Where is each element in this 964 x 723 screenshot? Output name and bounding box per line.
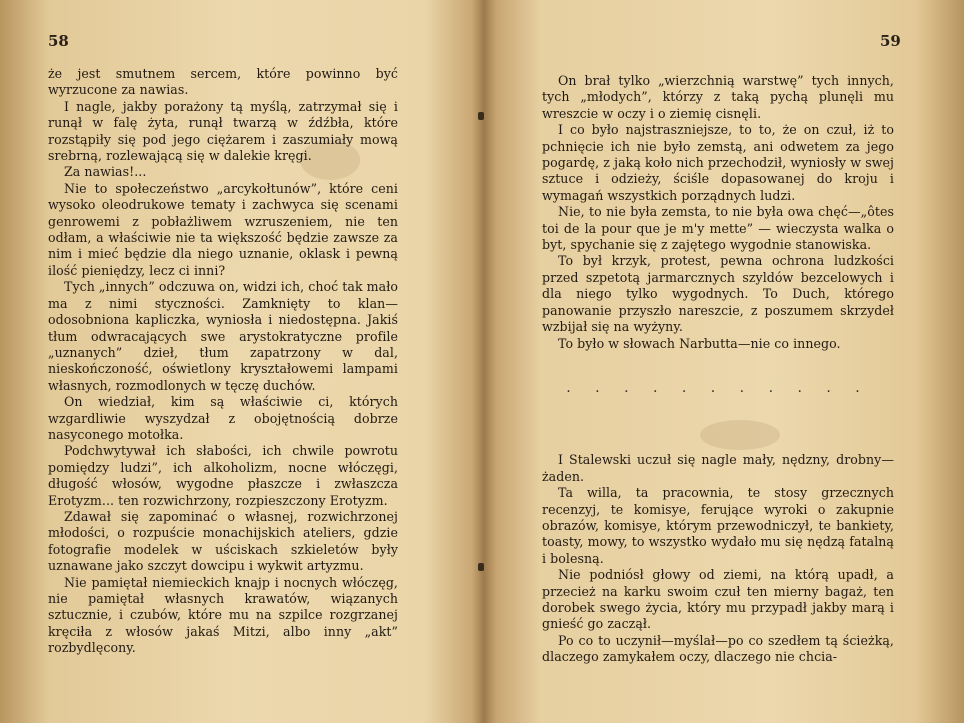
- page-number: 59: [880, 32, 901, 50]
- page-body: [48, 66, 398, 657]
- margin-mark: [478, 112, 484, 120]
- paragraph: Nie pamiętał niemieckich knajp i nocnych włóczęg, nie pamiętał własnych krawatów, wiązanych sztucznie, i czubów, które mu na szpilce rozgrzanej kręciła z włosów jakaś Mitzi, albo inny „akt” rozbydlęcony.: [48, 574, 398, 656]
- paragraph: I co było najstraszniejsze, to to, że on czuł, iż to pchnięcie ich nie było zemstą, ani odwetem za jego pogardę, z jaką koło nich przechodził, wyniosły w swej sztuce i odzieży, ściśle dopasowanej do kroju i wymagań wszystkich porządnych ludzi.: [542, 122, 894, 203]
- paragraph: Zdawał się zapominać o własnej, rozwichrzonej młodości, o rozpuście monachijskich ateliers, gdzie fotografie modelek w uściskach szkieletów były uznawane jako szczyt dowcipu i wykwit artyzmu.: [48, 508, 398, 574]
- paragraph: I nagle, jakby porażony tą myślą, zatrzymał się i runął w falę żyta, runął twarzą w źdźbła, które rozstąpiły się pod jego ciężarem i zaszumiały mową srebrną, rozlewającą się w dalekie kręgi.: [48, 98, 398, 164]
- paragraph: On wiedział, kim są właściwie ci, których wzgardliwie wyszydzał z obojętnością dobrze nasyconego motołka.: [48, 394, 398, 442]
- paragraph: Ta willa, ta pracownia, te stosy grzecznych recenzyj, te komisye, ferujące wyroki o zakupnie obrazów, komisye, którym przewodniczył, te bankiety, toasty, mowy, to wszystko wydało mu się nędzą fatalną i bolesną.: [542, 485, 894, 566]
- paragraph: Po co to uczynił—myślał—po co szedłem tą ścieżką, dlaczego zamykałem oczy, dlaczego nie chcia-: [542, 632, 894, 665]
- paragraph: On brał tylko „wierzchnią warstwę” tych innych, tych „młodych”, którzy z taką pychą plunęli mu wreszcie w oczy i o ziemię cisnęli.: [542, 73, 894, 121]
- paragraph: Za nawias!...: [64, 164, 147, 180]
- paragraph: Nie, to nie była zemsta, to nie była owa chęć—„ôtes toi de la pour que je m'y mette” — wieczysta walka o byt, spychanie się z zajętego wygodnie stanowiska.: [542, 204, 894, 253]
- paragraph: I Stalewski uczuł się nagle mały, nędzny, drobny—żaden.: [542, 452, 894, 484]
- paragraph: Tych „innych” odczuwa on, widzi ich, choć tak mało ma z nimi styczności. Zamknięty to klan—odosobniona kapliczka, wyniosła i niedostępna. Jakiś tłum odwracających swe arystokratyczne profile „uznanych” dzieł, tłum zapatrzony w dal, nieskończoność, oświetlony kryształowemi lampami własnych, rozmodlonych w tęczę duchów.: [48, 279, 398, 393]
- paragraph: To było w słowach Narbutta—nie co innego.: [558, 335, 841, 351]
- paragraph: Podchwytywał ich słabości, ich chwile powrotu pomiędzy ludzi”, ich alkoholizm, nocne włóczęgi, długość włosów, wygodne płaszcze i zwłaszcza Erotyzm... ten rozwichrzony, rozpieszczony Erotyzm.: [48, 443, 398, 508]
- paragraph: To był krzyk, protest, pewna ochrona ludzkości przed szpetotą jarmarcznych szyldów bezcelowych i dla niego tylko wygodnych. To Duch, którego panowanie przyszło nareszcie, z poszumem skrzydeł wzbijał się na wyżyny.: [542, 253, 894, 335]
- paragraph: Nie podniósł głowy od ziemi, na którą upadł, a przecież na karku swoim czuł ten mierny bagaż, ten dorobek swego życia, który mu przypadł jakby marą i gnieść go zaczął.: [542, 567, 894, 632]
- right-page: [482, 0, 964, 723]
- page-number: 58: [48, 32, 69, 50]
- page-body: [542, 73, 894, 666]
- paragraph: że jest smutnem sercem, które powinno być wyrzucone za nawias.: [48, 66, 398, 98]
- margin-mark: [478, 563, 484, 571]
- section-separator: . . . . . . . . . . .: [566, 379, 870, 396]
- paragraph: Nie to społeczeństwo „arcykołtunów”, które ceni wysoko oleodrukowe tematy i zachwyca się scenami genrowemi z pobłażliwem wzruszeniem, nie ten odłam, a właściwie nie ta większość będzie zawsze za nim i mieć będzie dla niego uznanie, oklask i pewną ilość pieniędzy, lecz ci inni?: [48, 180, 398, 278]
